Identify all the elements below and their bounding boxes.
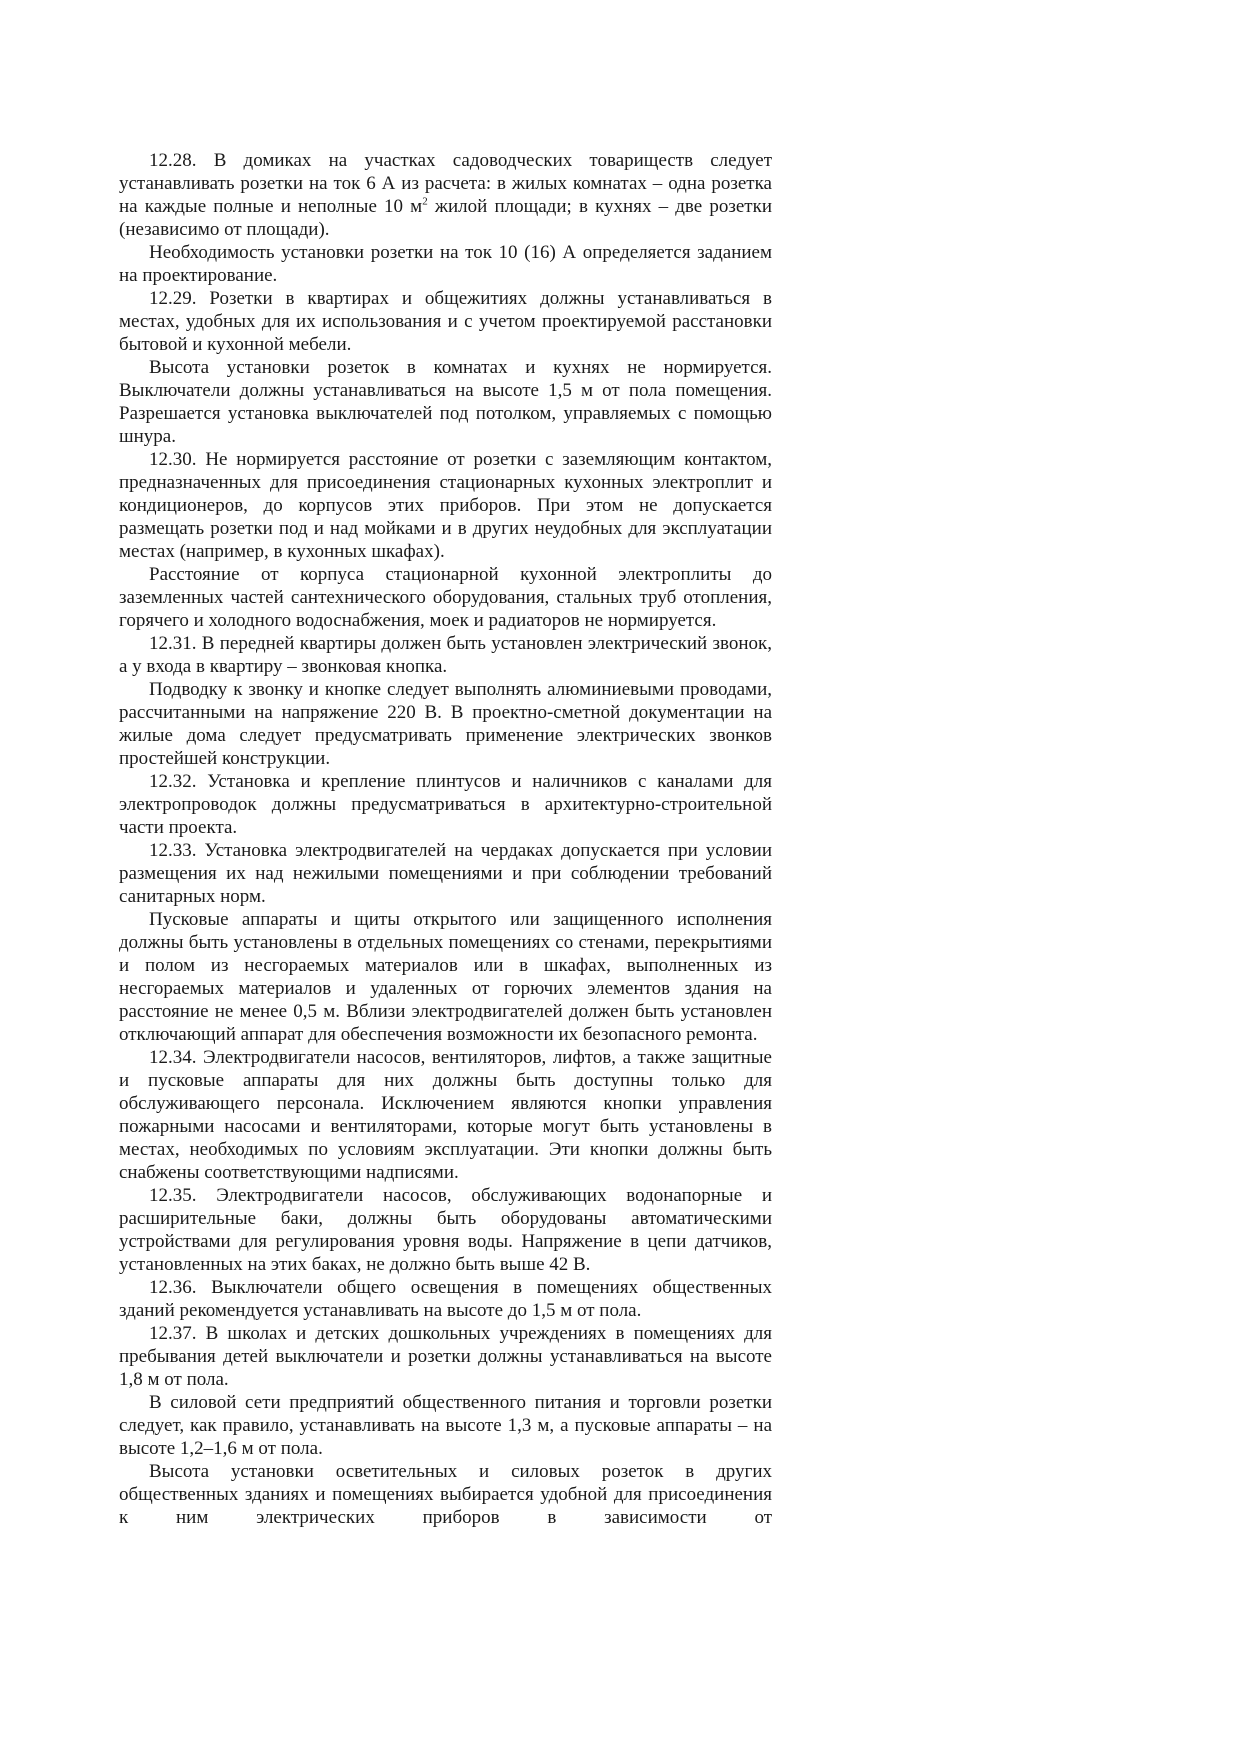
paragraph-12-31: 12.31. В передней квартиры должен быть установлен электрический звонок, а у входа в квартиру – звонковая кнопка. (119, 633, 772, 677)
paragraph-12-36: 12.36. Выключатели общего освещения в помещениях общественных зданий рекомендуется устанавливать на высоте до 1,5 м от пола. (119, 1277, 772, 1321)
superscript: 2 (422, 195, 428, 208)
paragraph-text: 12.28. В домиках на участках садоводческих товариществ следует устанавливать розетки на ток 6 А из расчета: в жилых комнатах – одна розетка на каждые полные и неполные 10 м (119, 150, 772, 217)
paragraph-doorbell-wiring: Подводку к звонку и кнопке следует выполнять алюминиевыми проводами, рассчитанными на напряжение 220 В. В проектно-сметной документации на жилые дома следует предусматривать применение электрических звонков простейшей конструкции. (119, 679, 772, 769)
paragraph-socket-height: Высота установки розеток в комнатах и кухнях не нормируется. Выключатели должны устанавливаться на высоте 1,5 м от пола помещения. Разрешается установка выключателей под потолком, управляемых с помощью шнура. (119, 357, 772, 447)
paragraph-12-33: 12.33. Установка электродвигателей на чердаках допускается при условии размещения их над нежилыми помещениями и при соблюдении требований санитарных норм. (119, 840, 772, 907)
paragraph-12-32: 12.32. Установка и крепление плинтусов и наличников с каналами для электропроводок должны предусматриваться в архитектурно-строительной части проекта. (119, 771, 772, 838)
paragraph-text: жилой площади; в кухнях – две розетки (независимо от площади). (119, 196, 772, 240)
paragraph-12-28 (119, 149, 772, 241)
paragraph-catering: В силовой сети предприятий общественного питания и торговли розетки следует, как правило, устанавливать на высоте 1,3 м, а пусковые аппараты – на высоте 1,2–1,6 м от пола. (119, 1392, 772, 1459)
paragraph-public-buildings: Высота установки осветительных и силовых розеток в других общественных зданиях и помещениях выбирается удобной для присоединения к ним электрических приборов в зависимости от (119, 1461, 772, 1528)
paragraph-12-30: 12.30. Не нормируется расстояние от розетки с заземляющим контактом, предназначенных для присоединения стационарных кухонных электроплит и кондиционеров, до корпусов этих приборов. При этом не допускается размещать розетки под и над мойками и в других неудобных для эксплуатации местах (например, в кухонных шкафах). (119, 449, 772, 562)
document-body (119, 149, 772, 1529)
paragraph-12-37: 12.37. В школах и детских дошкольных учреждениях в помещениях для пребывания детей выключатели и розетки должны устанавливаться на высоте 1,8 м от пола. (119, 1323, 772, 1390)
paragraph-12-35: 12.35. Электродвигатели насосов, обслуживающих водонапорные и расширительные баки, должны быть оборудованы автоматическими устройствами для регулирования уровня воды. Напряжение в цепи датчиков, установленных на этих баках, не должно быть выше 42 В. (119, 1185, 772, 1275)
paragraph-starters: Пусковые аппараты и щиты открытого или защищенного исполнения должны быть установлены в отдельных помещениях со стенами, перекрытиями и полом из несгораемых материалов или в шкафах, выполненных из несгораемых материалов и удаленных от горючих элементов здания на расстояние не менее 0,5 м. Вблизи электродвигателей должен быть установлен отключающий аппарат для обеспечения возможности их безопасного ремонта. (119, 909, 772, 1045)
paragraph-stove-distance: Расстояние от корпуса стационарной кухонной электроплиты до заземленных частей сантехнического оборудования, стальных труб отопления, горячего и холодного водоснабжения, моек и радиаторов не нормируется. (119, 564, 772, 631)
paragraph-12-34: 12.34. Электродвигатели насосов, вентиляторов, лифтов, а также защитные и пусковые аппараты для них должны быть доступны только для обслуживающего персонала. Исключением являются кнопки управления пожарными насосами и вентиляторами, которые могут быть установлены в местах, необходимых по условиям эксплуатации. Эти кнопки должны быть снабжены соответствующими надписями. (119, 1047, 772, 1183)
paragraph-12-29: 12.29. Розетки в квартирах и общежитиях должны устанавливаться в местах, удобных для их использования и с учетом проектируемой расстановки бытовой и кухонной мебели. (119, 288, 772, 355)
paragraph-socket-10a: Необходимость установки розетки на ток 10 (16) А определяется заданием на проектирование. (119, 242, 772, 286)
